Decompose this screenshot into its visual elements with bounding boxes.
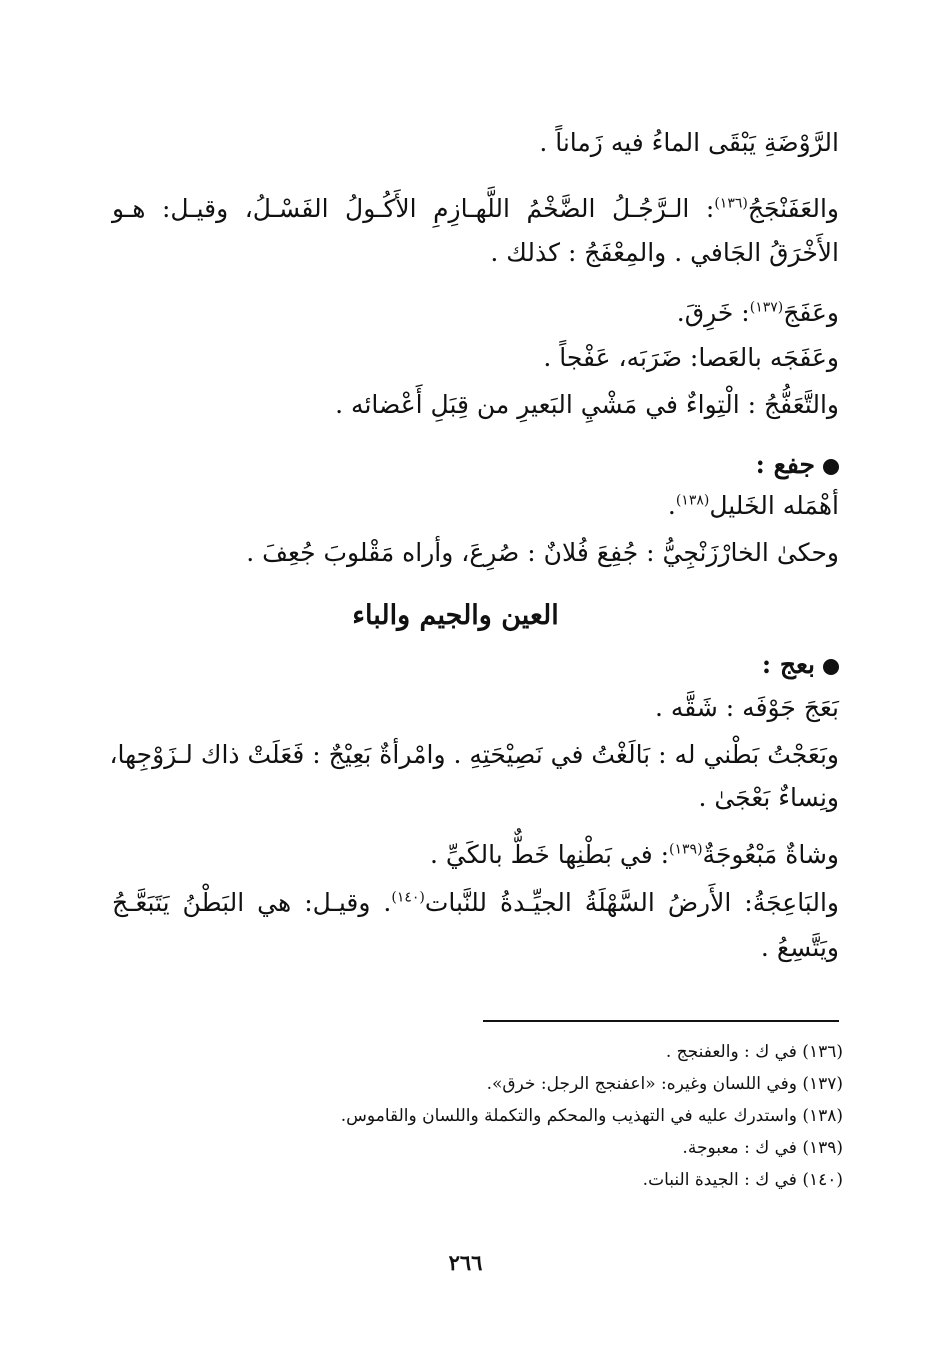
footnote: (١٣٧) وفي اللسان وغيره: «اعفنجج الرجل: خرق». bbox=[486, 1074, 843, 1094]
text-line: الرَّوْضَةِ يَبْقَى الماءُ فيه زَماناً . bbox=[539, 128, 839, 157]
text-line: والتَّعَفُّجُ : الْتِواءٌ في مَشْيِ البَعيرِ من قِبَلِ أَعْضائه . bbox=[335, 390, 839, 419]
text-line: وعَفَجَه بالعَصا: ضَرَبَه، عَفْجاً . bbox=[543, 343, 839, 372]
text-line bbox=[112, 890, 839, 915]
text-line bbox=[668, 493, 839, 518]
footnote: (١٣٩) في ك : معبوجة. bbox=[682, 1138, 843, 1158]
text-line: وحكىٰ الخارْزَنْجِيُّ : جُفِعَ فُلانٌ : صُرِعَ، وأراه مَقْلوبَ جُعِفَ . bbox=[246, 538, 839, 567]
footnote-ref: (١٣٨) bbox=[675, 492, 710, 509]
text-line: بَعَجَ جَوْفَه : شَقَّه . bbox=[654, 693, 839, 722]
text-line bbox=[677, 300, 839, 325]
entry-text: . bbox=[667, 491, 676, 520]
entry-text: : في بَطْنِها خَطٌّ بالكَيِّ . bbox=[429, 840, 670, 869]
text-line: الأَخْرَقُ الجَافي . والمِعْفَجُ : كذلك . bbox=[490, 238, 839, 267]
text-line: ونِساءٌ بَعْجَىٰ . bbox=[698, 783, 839, 812]
text-line: ويَتَّسِعُ . bbox=[760, 933, 839, 962]
text-line: وبَعَجْتُ بَطْني له : بَالَغْتُ في نَصِيْحَتِهِ . وامْرأةٌ بَعِيْجٌ : فَعَلَتْ ذاك لـزَوْجِها، bbox=[109, 740, 839, 769]
root-heading-text: جفع : bbox=[755, 450, 815, 479]
footnote-ref: (١٣٧) bbox=[749, 299, 784, 316]
entry-text: أهْمَله الخَليل bbox=[709, 491, 839, 520]
entry-word: وشاةٌ مَبْعُوجَةٌ bbox=[702, 840, 839, 869]
footnote: (١٤٠) في ك : الجيدة النبات. bbox=[642, 1170, 843, 1190]
section-heading: العين والجيم والباء bbox=[352, 600, 559, 631]
bullet-icon bbox=[823, 459, 839, 475]
footnote: (١٣٨) واستدرك عليه في التهذيب والمحكم والتكملة واللسان والقاموس. bbox=[340, 1106, 843, 1126]
footnote-divider bbox=[483, 1020, 839, 1022]
text-line bbox=[112, 196, 839, 221]
root-heading bbox=[756, 452, 839, 477]
entry-text: : خَرِقَ. bbox=[676, 298, 750, 327]
footnote-ref: (١٤٠) bbox=[391, 889, 425, 906]
entry-word: والعَفَنْجَجُ bbox=[747, 194, 839, 223]
entry-text: . وقيـل: هي البَطْنُ يَتَبَعَّـجُ bbox=[112, 888, 392, 917]
page-number: ٢٦٦ bbox=[448, 1250, 483, 1275]
root-heading bbox=[762, 652, 839, 677]
bullet-icon bbox=[823, 659, 839, 675]
entry-text: : الـرَّجُـلُ الضَّخْمُ اللَّهـازِمِ الأَكُـولُ الفَسْـلُ، وقيـل: هـو bbox=[112, 194, 715, 223]
text-line bbox=[430, 842, 839, 867]
root-heading-text: بعج : bbox=[761, 650, 815, 679]
footnote-ref: (١٣٦) bbox=[714, 195, 748, 212]
footnote-ref: (١٣٩) bbox=[669, 841, 703, 858]
footnote: (١٣٦) في ك : والعفنجج . bbox=[665, 1042, 843, 1062]
entry-word: والبَاعِجَةُ: الأَرضُ السَّهْلَةُ الجيِّـدةُ للنَّبات bbox=[424, 888, 839, 917]
entry-word: وعَفَجَ bbox=[783, 298, 839, 327]
